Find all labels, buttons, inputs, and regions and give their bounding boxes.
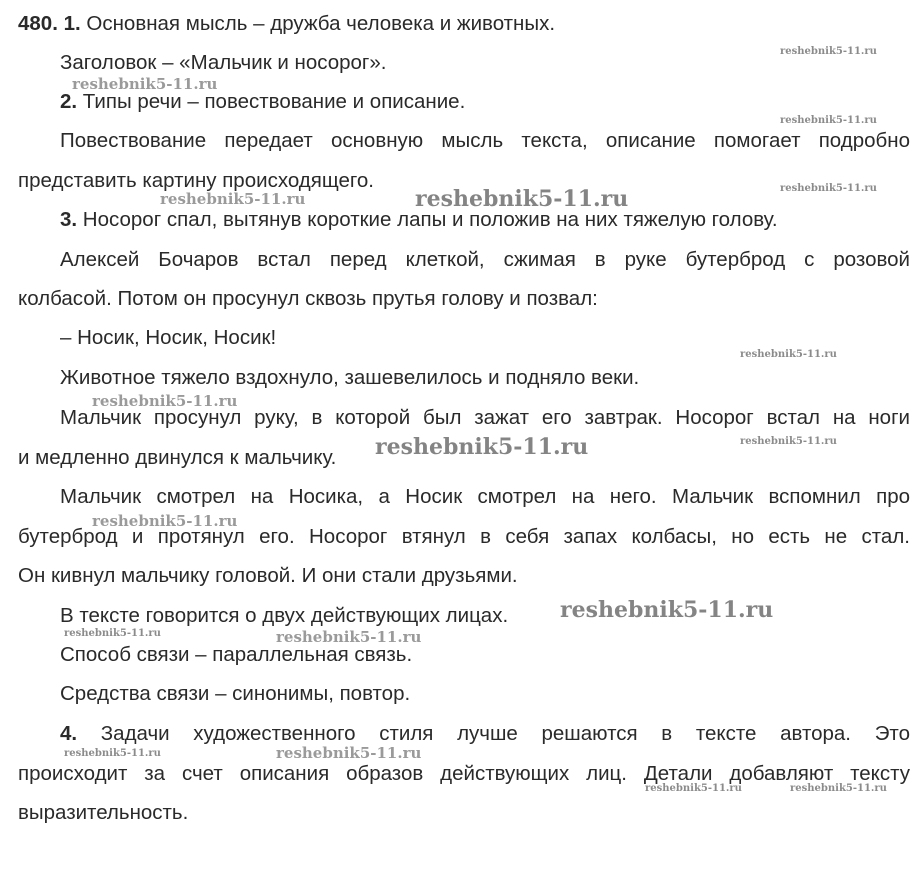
watermark: reshebnik5-11.ru (780, 115, 877, 126)
watermark: reshebnik5-11.ru (780, 183, 877, 194)
line-11: Мальчик просунул руку, в которой был зажат его завтрак. Носорог встал на ноги (60, 406, 910, 429)
line-6: 3. Носорог спал, вытянув короткие лапы и положив на них тяжелую голову. (60, 208, 778, 231)
line-9: – Носик, Носик, Носик! (60, 326, 277, 349)
watermark: reshebnik5-11.ru (276, 628, 422, 646)
line-20: происходит за счет описания образов действующих лиц. Детали добавляют тексту (18, 762, 910, 785)
line-19: 4. Задачи художественного стиля лучше решаются в тексте автора. Это (60, 722, 910, 745)
watermark: reshebnik5-11.ru (415, 186, 629, 212)
watermark: reshebnik5-11.ru (160, 190, 306, 208)
watermark: reshebnik5-11.ru (64, 628, 161, 639)
line-7: Алексей Бочаров встал перед клеткой, сжимая в руке бутерброд с розовой (60, 248, 910, 271)
watermark: reshebnik5-11.ru (790, 783, 887, 794)
line-15: Он кивнул мальчику головой. И они стали друзьями. (18, 564, 518, 587)
exercise-number: 480. 1. (18, 12, 81, 35)
watermark: reshebnik5-11.ru (740, 349, 837, 360)
watermark: reshebnik5-11.ru (92, 392, 238, 410)
line-16: В тексте говорится о двух действующих лицах. (60, 604, 509, 627)
line-12: и медленно двинулся к мальчику. (18, 446, 337, 469)
line-5: представить картину происходящего. (18, 169, 375, 192)
watermark: reshebnik5-11.ru (645, 783, 742, 794)
item-number: 2. (60, 90, 78, 113)
line-18: Средства связи – синонимы, повтор. (60, 682, 411, 705)
watermark: reshebnik5-11.ru (780, 46, 877, 57)
watermark: reshebnik5-11.ru (740, 436, 837, 447)
watermark: reshebnik5-11.ru (276, 744, 422, 762)
line-21: выразительность. (18, 801, 189, 824)
line-8: колбасой. Потом он просунул сквозь прутья голову и позвал: (18, 287, 598, 310)
line-13: Мальчик смотрел на Носика, а Носик смотрел на него. Мальчик вспомнил про (60, 485, 910, 508)
line-2: Заголовок – «Мальчик и носорог». (60, 51, 387, 74)
watermark: reshebnik5-11.ru (560, 597, 774, 623)
watermark: reshebnik5-11.ru (72, 75, 218, 93)
watermark: reshebnik5-11.ru (375, 434, 589, 460)
line-4: Повествование передает основную мысль текста, описание помогает подробно (60, 129, 910, 152)
line-10: Животное тяжело вздохнуло, зашевелилось и подняло веки. (60, 366, 640, 389)
item-number: 3. (60, 208, 78, 231)
watermark: reshebnik5-11.ru (92, 512, 238, 530)
line-1: 480. 1. Основная мысль – дружба человека и животных. (18, 12, 556, 35)
watermark: reshebnik5-11.ru (64, 748, 161, 759)
item-number: 4. (60, 722, 78, 745)
line-3: 2. Типы речи – повествование и описание. (60, 90, 466, 113)
line-14: бутерброд и протянул его. Носорог втянул в себя запах колбасы, но есть не стал. (18, 525, 910, 548)
line-17: Способ связи – параллельная связь. (60, 643, 413, 666)
